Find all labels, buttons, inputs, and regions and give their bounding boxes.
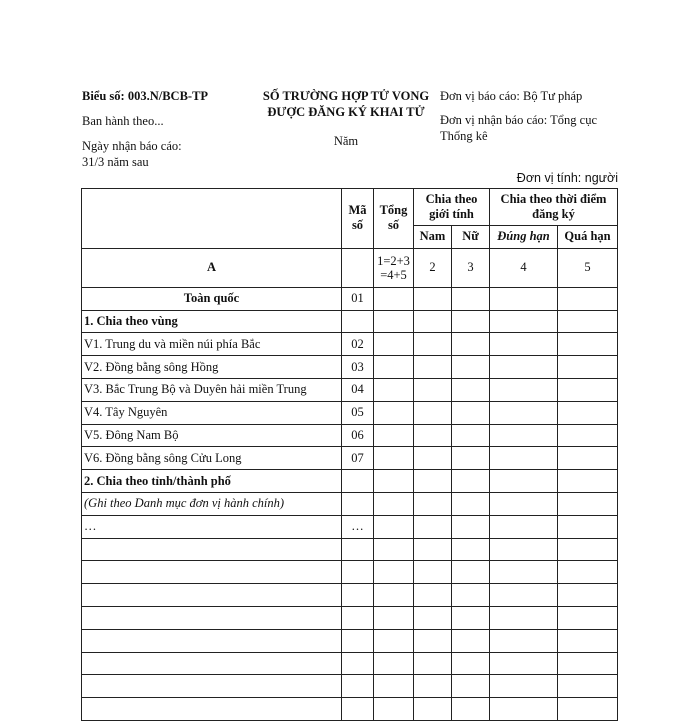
row-on-time-cell xyxy=(490,652,558,675)
row-on-time-cell xyxy=(490,447,558,470)
row-total-cell xyxy=(374,470,414,493)
row-male-cell xyxy=(414,629,452,652)
row-late-cell xyxy=(558,447,618,470)
row-total-cell xyxy=(374,515,414,538)
row-code xyxy=(342,606,374,629)
row-female-cell xyxy=(452,698,490,721)
row-female-cell xyxy=(452,378,490,401)
row-female-cell xyxy=(452,629,490,652)
row-total-cell xyxy=(374,333,414,356)
row-late-cell xyxy=(558,606,618,629)
header-on-time: Đúng hạn xyxy=(490,226,558,249)
row-late-cell xyxy=(558,698,618,721)
row-code xyxy=(342,538,374,561)
row-on-time-cell xyxy=(490,470,558,493)
statistics-table xyxy=(81,188,618,721)
row-female-cell xyxy=(452,310,490,333)
table-row xyxy=(82,538,618,561)
table-row xyxy=(82,333,618,356)
row-female-cell xyxy=(452,561,490,584)
table-row xyxy=(82,675,618,698)
year-label: Năm xyxy=(333,134,359,148)
row-female-cell xyxy=(452,447,490,470)
form-title-block xyxy=(248,88,444,149)
row-label: V1. Trung du và miền núi phía Bắc xyxy=(82,333,342,356)
index-total: 1=2+3 =4+5 xyxy=(374,248,414,287)
row-label xyxy=(82,538,342,561)
table-row xyxy=(82,561,618,584)
table-row xyxy=(82,606,618,629)
row-code: 02 xyxy=(342,333,374,356)
row-male-cell xyxy=(414,538,452,561)
table-row xyxy=(82,447,618,470)
row-late-cell xyxy=(558,401,618,424)
index-female: 3 xyxy=(452,248,490,287)
index-male: 2 xyxy=(414,248,452,287)
row-total-cell xyxy=(374,629,414,652)
row-female-cell xyxy=(452,356,490,379)
row-code xyxy=(342,675,374,698)
row-late-cell xyxy=(558,515,618,538)
table-body xyxy=(82,248,618,720)
table-row xyxy=(82,378,618,401)
row-total-cell xyxy=(374,561,414,584)
row-total-cell xyxy=(374,356,414,379)
table-row xyxy=(82,424,618,447)
row-male-cell xyxy=(414,561,452,584)
row-code: 04 xyxy=(342,378,374,401)
row-late-cell xyxy=(558,287,618,310)
row-code: 06 xyxy=(342,424,374,447)
row-late-cell xyxy=(558,310,618,333)
row-female-cell xyxy=(452,652,490,675)
row-late-cell xyxy=(558,356,618,379)
row-label: V3. Bắc Trung Bộ và Duyên hải miền Trung xyxy=(82,378,342,401)
row-label: 1. Chia theo vùng xyxy=(82,310,342,333)
row-total-cell xyxy=(374,492,414,515)
receiving-unit: Đơn vị nhận báo cáo: Tổng cục Thống kê xyxy=(440,113,598,143)
row-late-cell xyxy=(558,538,618,561)
row-male-cell xyxy=(414,287,452,310)
row-code xyxy=(342,492,374,515)
row-label xyxy=(82,629,342,652)
row-code xyxy=(342,652,374,675)
row-on-time-cell xyxy=(490,515,558,538)
row-total-cell xyxy=(374,652,414,675)
table-row xyxy=(82,310,618,333)
row-code xyxy=(342,698,374,721)
row-on-time-cell xyxy=(490,561,558,584)
row-female-cell xyxy=(452,606,490,629)
row-total-cell xyxy=(374,538,414,561)
row-total-cell xyxy=(374,584,414,607)
row-female-cell xyxy=(452,538,490,561)
row-label xyxy=(82,606,342,629)
form-meta-right xyxy=(440,88,620,144)
row-late-cell xyxy=(558,424,618,447)
table-row xyxy=(82,470,618,493)
row-on-time-cell xyxy=(490,584,558,607)
row-female-cell xyxy=(452,333,490,356)
row-late-cell xyxy=(558,584,618,607)
header-total: Tổng số xyxy=(374,189,414,249)
table-row xyxy=(82,356,618,379)
table-row xyxy=(82,492,618,515)
row-late-cell xyxy=(558,652,618,675)
row-total-cell xyxy=(374,698,414,721)
row-label: V5. Đông Nam Bộ xyxy=(82,424,342,447)
row-on-time-cell xyxy=(490,378,558,401)
table-row xyxy=(82,515,618,538)
row-total-cell xyxy=(374,378,414,401)
index-row xyxy=(82,248,618,287)
table-row xyxy=(82,584,618,607)
index-late: 5 xyxy=(558,248,618,287)
form-meta-left xyxy=(82,88,242,170)
table-row xyxy=(82,698,618,721)
row-male-cell xyxy=(414,606,452,629)
row-female-cell xyxy=(452,401,490,424)
row-on-time-cell xyxy=(490,538,558,561)
row-late-cell xyxy=(558,492,618,515)
header-late: Quá hạn xyxy=(558,226,618,249)
row-label: … xyxy=(82,515,342,538)
row-code xyxy=(342,561,374,584)
row-code xyxy=(342,470,374,493)
receive-date-value: 31/3 năm sau xyxy=(82,155,149,169)
row-male-cell xyxy=(414,378,452,401)
row-label: V4. Tây Nguyên xyxy=(82,401,342,424)
row-label xyxy=(82,584,342,607)
row-label: 2. Chia theo tỉnh/thành phố xyxy=(82,470,342,493)
row-label xyxy=(82,652,342,675)
index-on-time: 4 xyxy=(490,248,558,287)
header-label-cell xyxy=(82,189,342,249)
row-male-cell xyxy=(414,515,452,538)
row-male-cell xyxy=(414,652,452,675)
row-on-time-cell xyxy=(490,424,558,447)
form-title-line2: ĐƯỢC ĐĂNG KÝ KHAI TỬ xyxy=(267,105,425,119)
row-on-time-cell xyxy=(490,629,558,652)
row-on-time-cell xyxy=(490,356,558,379)
row-label xyxy=(82,561,342,584)
form-code: Biểu số: 003.N/BCB-TP xyxy=(82,89,209,103)
row-total-cell xyxy=(374,447,414,470)
row-total-cell xyxy=(374,606,414,629)
row-code: … xyxy=(342,515,374,538)
header-gender-group: Chia theo giới tính xyxy=(414,189,490,226)
row-male-cell xyxy=(414,698,452,721)
index-code xyxy=(342,248,374,287)
row-on-time-cell xyxy=(490,606,558,629)
row-on-time-cell xyxy=(490,310,558,333)
row-label: V6. Đồng bằng sông Cửu Long xyxy=(82,447,342,470)
receive-date-label: Ngày nhận báo cáo: xyxy=(82,139,182,153)
row-male-cell xyxy=(414,333,452,356)
row-on-time-cell xyxy=(490,492,558,515)
row-label xyxy=(82,698,342,721)
row-total-cell xyxy=(374,675,414,698)
row-female-cell xyxy=(452,470,490,493)
row-code: 01 xyxy=(342,287,374,310)
table-row xyxy=(82,652,618,675)
row-label: V2. Đồng bằng sông Hồng xyxy=(82,356,342,379)
row-female-cell xyxy=(452,492,490,515)
row-code xyxy=(342,584,374,607)
row-on-time-cell xyxy=(490,333,558,356)
row-male-cell xyxy=(414,470,452,493)
row-female-cell xyxy=(452,584,490,607)
unit-of-measure: Đơn vị tính: người xyxy=(516,171,618,185)
row-total-cell xyxy=(374,310,414,333)
header-row-1 xyxy=(82,189,618,226)
row-code: 05 xyxy=(342,401,374,424)
table-row xyxy=(82,629,618,652)
row-male-cell xyxy=(414,675,452,698)
row-male-cell xyxy=(414,492,452,515)
form-title-line1: SỐ TRƯỜNG HỢP TỬ VONG xyxy=(262,89,430,103)
header-code: Mã số xyxy=(342,189,374,249)
header-male: Nam xyxy=(414,226,452,249)
row-late-cell xyxy=(558,629,618,652)
row-male-cell xyxy=(414,424,452,447)
row-code xyxy=(342,629,374,652)
row-late-cell xyxy=(558,675,618,698)
row-male-cell xyxy=(414,447,452,470)
row-male-cell xyxy=(414,401,452,424)
header-time-group: Chia theo thời điểm đăng ký xyxy=(490,189,618,226)
row-late-cell xyxy=(558,470,618,493)
row-code: 07 xyxy=(342,447,374,470)
row-code: 03 xyxy=(342,356,374,379)
row-late-cell xyxy=(558,333,618,356)
row-male-cell xyxy=(414,584,452,607)
row-late-cell xyxy=(558,378,618,401)
row-total-cell xyxy=(374,424,414,447)
row-late-cell xyxy=(558,561,618,584)
header-female: Nữ xyxy=(452,226,490,249)
row-total-cell xyxy=(374,401,414,424)
row-on-time-cell xyxy=(490,401,558,424)
table-row xyxy=(82,287,618,310)
row-on-time-cell xyxy=(490,698,558,721)
row-on-time-cell xyxy=(490,675,558,698)
row-label xyxy=(82,675,342,698)
row-male-cell xyxy=(414,310,452,333)
issued-by: Ban hành theo... xyxy=(82,114,164,128)
row-code xyxy=(342,310,374,333)
row-male-cell xyxy=(414,356,452,379)
reporting-unit: Đơn vị báo cáo: Bộ Tư pháp xyxy=(440,89,583,103)
row-total-cell xyxy=(374,287,414,310)
row-female-cell xyxy=(452,675,490,698)
table-row xyxy=(82,401,618,424)
row-on-time-cell xyxy=(490,287,558,310)
index-label: A xyxy=(82,248,342,287)
row-female-cell xyxy=(452,515,490,538)
row-label: (Ghi theo Danh mục đơn vị hành chính) xyxy=(82,492,342,515)
row-female-cell xyxy=(452,424,490,447)
row-label: Toàn quốc xyxy=(82,287,342,310)
row-female-cell xyxy=(452,287,490,310)
